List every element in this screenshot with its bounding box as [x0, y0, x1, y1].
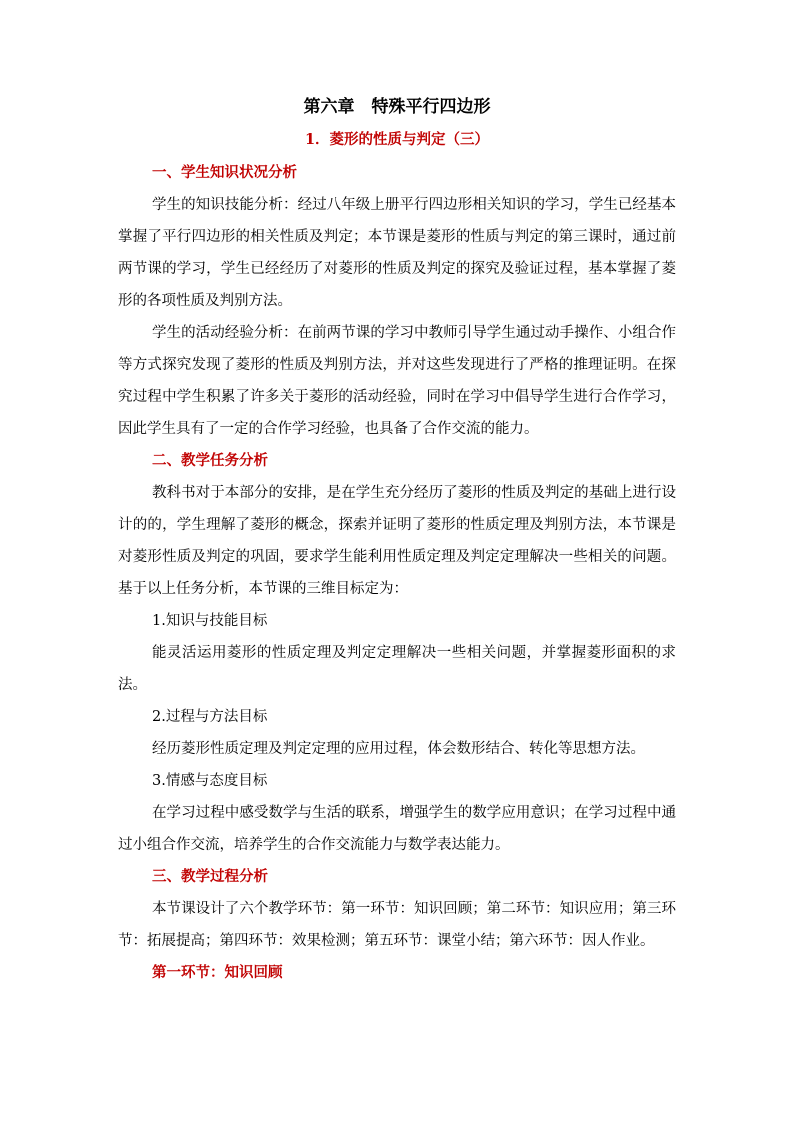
- goal-2-title: 2.过程与方法目标: [152, 709, 268, 725]
- goal-1-title: 1.知识与技能目标: [152, 613, 268, 629]
- goal-1-text: 能灵活运用菱形的性质定理及判定定理解决一些相关问题，并掌握菱形面积的求法。: [118, 645, 676, 693]
- heading-step-1: 第一环节：知识回顾: [152, 964, 283, 981]
- paragraph-task-analysis: 教科书对于本部分的安排，是在学生充分经历了菱形的性质及判定的基础上进行设计的的，学生理解了菱形的概念，探索并证明了菱形的性质定理及判别方法，本节课是对菱形性质及判定的巩固，要求学生能利用性质定理及判定定理解决一些相关的问题。基于以上任务分析，本节课的三维目标定为：: [118, 485, 676, 597]
- heading-task-analysis: 二、教学任务分析: [152, 452, 268, 469]
- goal-3-text: 在学习过程中感受数学与生活的联系，增强学生的数学应用意识；在学习过程中通过小组合作交流，培养学生的合作交流能力与数学表达能力。: [118, 805, 676, 853]
- paragraph-process-analysis: 本节课设计了六个教学环节：第一环节：知识回顾；第二环节：知识应用；第三环节：拓展提高；第四环节：效果检测；第五环节：课堂小结；第六环节：因人作业。: [118, 901, 676, 949]
- chapter-title: 第六章 特殊平行四边形: [303, 97, 491, 117]
- paragraph-knowledge-skills: 学生的知识技能分析：经过八年级上册平行四边形相关知识的学习，学生已经基本掌握了平行四边形的相关性质及判定；本节课是菱形的性质与判定的第三课时，通过前两节课的学习，学生已经经历了对菱形的性质及判定的探究及验证过程，基本掌握了菱形的各项性质及判别方法。: [118, 197, 676, 309]
- paragraph-activity-experience: 学生的活动经验分析：在前两节课的学习中教师引导学生通过动手操作、小组合作等方式探究发现了菱形的性质及判别方法，并对这些发现进行了严格的推理证明。在探究过程中学生积累了许多关于菱形的活动经验，同时在学习中倡导学生进行合作学习，因此学生具有了一定的合作学习经验，也具备了合作交流的能力。: [118, 325, 676, 437]
- goal-2-text: 经历菱形性质定理及判定定理的应用过程，体会数形结合、转化等思想方法。: [152, 741, 645, 757]
- heading-student-analysis: 一、学生知识状况分析: [152, 164, 297, 181]
- section-title: 1．菱形的性质与判定（三）: [304, 131, 490, 148]
- goal-3-title: 3.情感与态度目标: [152, 773, 268, 789]
- heading-process-analysis: 三、教学过程分析: [152, 868, 268, 885]
